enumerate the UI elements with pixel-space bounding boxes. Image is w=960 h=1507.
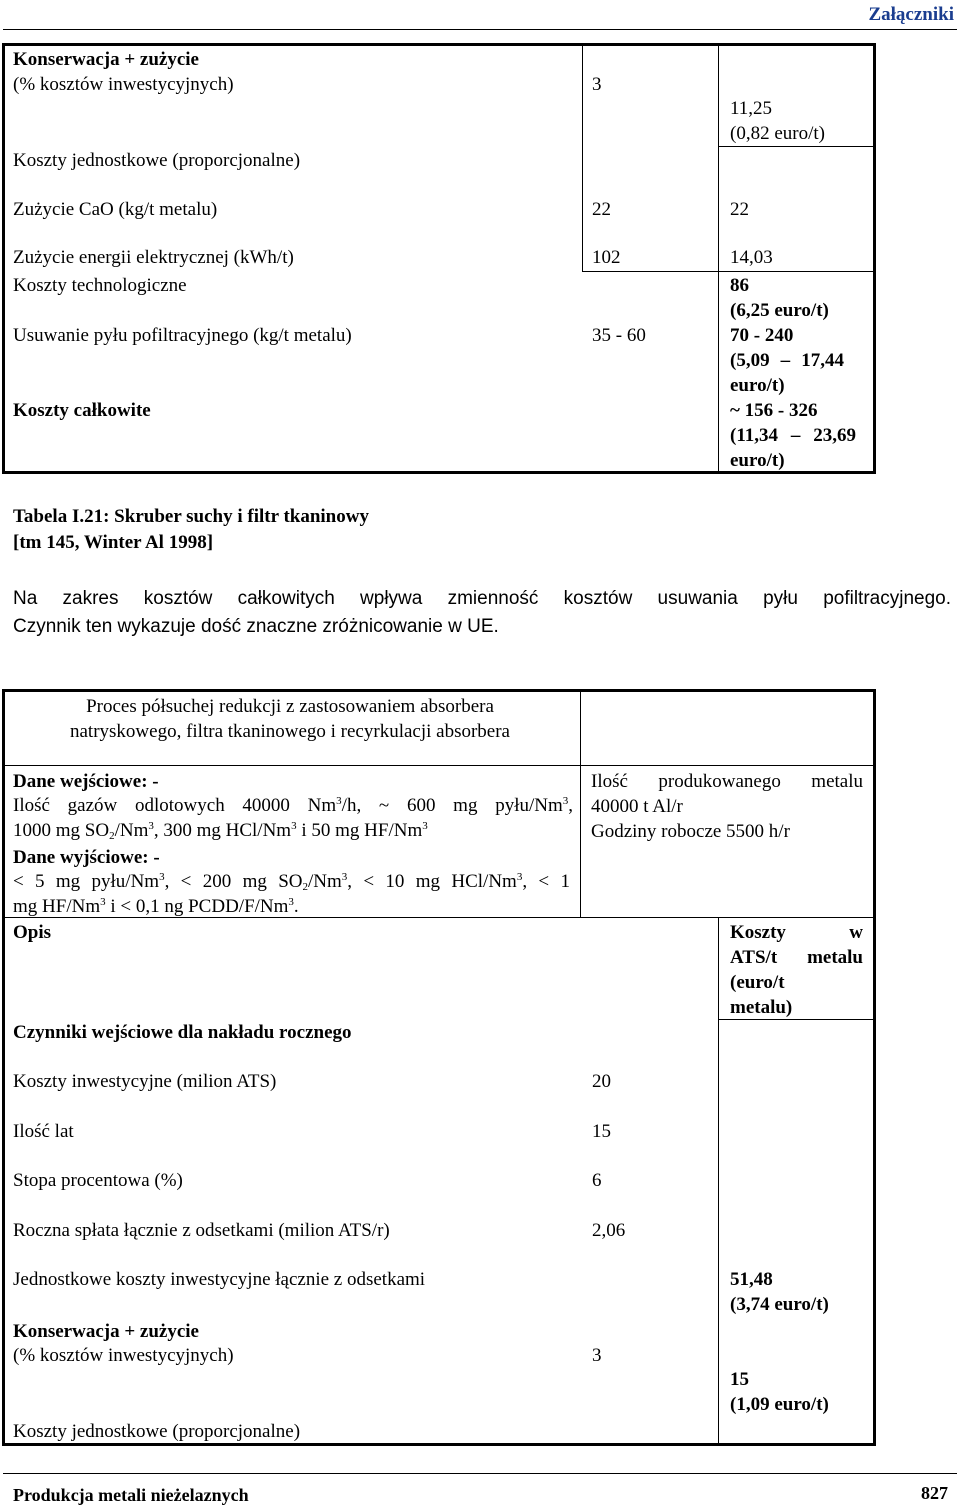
production-info: Ilość produkowanego metalu 40000 t Al/r Godziny robocze 5500 h/r xyxy=(591,771,863,842)
table1-column-divider-1 xyxy=(582,43,583,271)
table1-row-label: Koszty całkowite xyxy=(13,400,151,421)
table2-row-label: Koszty inwestycyjne (milion ATS) xyxy=(13,1071,277,1092)
footer-title: Produkcja metali nieżelaznych xyxy=(13,1485,249,1505)
table2-row-value: 2,06 xyxy=(592,1220,626,1241)
table1-cost-value: 70 - 240 (5,09 – 17,44 euro/t) xyxy=(730,325,844,396)
table1-row-label: Zużycie CaO (kg/t metalu) xyxy=(13,199,218,220)
table2-row-label: Konserwacja + zużycie xyxy=(13,1321,199,1342)
output-data-text: mg HF/Nm$^3$ i < 0,1 ng PCDD/F/Nm$^3$. xyxy=(13,896,299,917)
table1-row-value: 3 xyxy=(592,74,602,95)
table1-cost-value: 22 xyxy=(730,199,749,220)
table1-row-label: Koszty jednostkowe (proporcjonalne) xyxy=(13,150,301,171)
table2-row-label: Koszty jednostkowe (proporcjonalne) xyxy=(13,1421,301,1442)
table1-cost-value: 86 (6,25 euro/t) xyxy=(730,275,829,321)
description-heading: Opis xyxy=(13,922,52,943)
cost-column-header: Koszty w ATS/t metalu (euro/t metalu) xyxy=(730,922,863,1018)
table2-row-label: Jednostkowe koszty inwestycyjne łącznie z odsetkami xyxy=(13,1269,426,1290)
table1-row-label: Usuwanie pyłu pofiltracyjnego (kg/t metalu) xyxy=(13,325,352,346)
output-data-heading: Dane wyjściowe: - xyxy=(13,847,160,868)
footer-divider xyxy=(3,1473,957,1474)
table1-row-label: (% kosztów inwestycyjnych) xyxy=(13,74,234,95)
table-caption: Tabela I.21: Skruber suchy i filtr tkaninowy [tm 145, Winter Al 1998] xyxy=(13,506,369,553)
table2-row-value: 6 xyxy=(592,1170,602,1191)
table2-row-value: 15 xyxy=(592,1121,611,1142)
table1-row-value: 102 xyxy=(592,247,621,268)
input-data-heading: Dane wejściowe: - xyxy=(13,771,159,792)
table2-row-value: 3 xyxy=(592,1345,602,1366)
table1-cost-value: 14,03 xyxy=(730,247,773,268)
table2-cost-value: 51,48 (3,74 euro/t) xyxy=(730,1269,829,1315)
body-paragraph: Na zakres kosztów całkowitych wpływa zmienność kosztów usuwania pyłu pofiltracyjnego. Czynnik ten wykazuje dość znaczne zróżnicowanie w UE. xyxy=(13,588,951,637)
table2-row-label: (% kosztów inwestycyjnych) xyxy=(13,1345,234,1366)
page-number: 827 xyxy=(921,1483,948,1503)
table1-row-label: Zużycie energii elektrycznej (kWh/t) xyxy=(13,247,294,268)
table2-cost-value: 15 (1,09 euro/t) xyxy=(730,1369,829,1415)
table1-row-divider xyxy=(718,271,876,272)
table2-row-label: Stopa procentowa (%) xyxy=(13,1170,183,1191)
table1-row-divider xyxy=(718,146,876,147)
table1-row-divider xyxy=(582,271,718,272)
table1-cost-value: 11,25 (0,82 euro/t) xyxy=(730,98,825,144)
factors-heading: Czynniki wejściowe dla nakładu rocznego xyxy=(13,1022,352,1043)
table2-row-divider xyxy=(2,765,876,766)
header-divider xyxy=(3,29,957,30)
table1-row-label: Koszty technologiczne xyxy=(13,275,187,296)
table1-row-value: 35 - 60 xyxy=(592,325,646,346)
table2-title: Proces półsuchej redukcji z zastosowaniem absorbera natryskowego, filtra tkaninowego i recyrkulacji absorbera xyxy=(69,696,510,742)
table1-row-value: 22 xyxy=(592,199,611,220)
table2-column-divider-1 xyxy=(580,689,581,917)
table1-row-label: Konserwacja + zużycie xyxy=(13,49,199,70)
table1-cost-value: ~ 156 - 326 (11,34 – 23,69 euro/t) xyxy=(730,400,856,471)
input-data-text: Ilość gazów odlotowych 40000 Nm$^3$/h, ~ 600 mg pyłu/Nm$^3$, xyxy=(13,795,573,816)
section-header: Załączniki xyxy=(868,4,954,25)
table2-column-divider-2 xyxy=(718,917,719,1446)
table2-row-value: 20 xyxy=(592,1071,611,1092)
table2-row-label: Roczna spłata łącznie z odsetkami (milion ATS/r) xyxy=(13,1220,390,1241)
output-data-text: < 5 mg pyłu/$Nm^3$, < 200 mg $SO_2/Nm^3$, < 10 mg HCl/$Nm^3$, < 1 xyxy=(13,871,570,893)
table2-row-label: Ilość lat xyxy=(13,1121,74,1142)
input-data-text: 1000 mg $SO_2/Nm^3$, 300 mg HCl/Nm$^3$ i 50 mg HF/Nm$^3$ xyxy=(13,820,428,842)
table1-column-divider-2 xyxy=(718,43,719,474)
